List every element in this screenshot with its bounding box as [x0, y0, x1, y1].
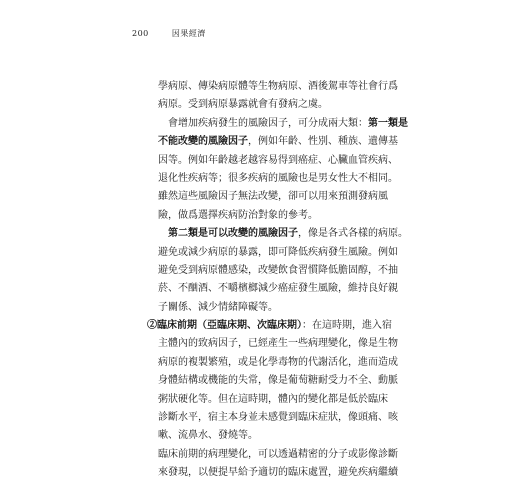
text-run: 菸、不酗酒、不嚼檳榔減少癌症發生風險，維持良好親 — [158, 283, 398, 295]
text-run: 避免受到病原體感染，改變飲食習慣降低膽固醇，不抽 — [158, 264, 398, 276]
text-line — [158, 354, 398, 372]
book-title: 因果經濟 — [171, 29, 206, 38]
bold-text: 第二類是可以改變的風險因子 — [168, 228, 298, 240]
bold-text: ②臨床前期（亞臨床期、次臨床期） — [147, 320, 302, 332]
text-line — [158, 391, 390, 409]
page-number: 200 — [132, 29, 149, 38]
text-run: ，例如年齡、性別、種族、遺傳基 — [248, 136, 398, 148]
text-line — [158, 464, 398, 482]
text-line — [147, 317, 390, 335]
text-line — [158, 133, 398, 151]
text-line — [158, 152, 398, 170]
text-line — [158, 207, 390, 225]
text-line — [158, 446, 398, 464]
text-run: 會增加疾病發生的風險因子，可分成兩大類： — [168, 117, 368, 129]
text-run: 嗽、流鼻水、發燒等。 — [158, 430, 258, 442]
bold-text: 不能改變的風險因子 — [158, 136, 248, 148]
body-text — [147, 78, 408, 483]
text-line — [158, 188, 390, 206]
text-run: 身體結構或機能的失常，像是葡萄糖耐受力不全、動脈 — [158, 375, 398, 387]
text-line — [158, 280, 398, 298]
text-run: 臨床前期的病理變化，可以透過精密的分子或影像診斷 — [158, 448, 398, 460]
text-line — [158, 262, 398, 280]
text-run: 病原的複製繁殖，或是化學毒物的代謝活化，進而造成 — [158, 356, 398, 368]
text-run: 粥狀硬化等。但在這時期，體內的變化都是低於臨床 — [158, 393, 388, 405]
text-run: ：在這時期，進入宿 — [302, 320, 392, 332]
text-run: ，像是各式各樣的病原。 — [298, 228, 408, 240]
text-run: 主體內的致病因子，已經產生一些病理變化，像是生物 — [158, 338, 398, 350]
bold-text: 第一類是 — [368, 117, 408, 129]
text-line — [158, 427, 390, 445]
text-run: 病原。受到病原暴露就會有發病之虞。 — [158, 99, 328, 111]
text-line — [158, 78, 398, 96]
text-line — [158, 409, 398, 427]
text-line — [158, 372, 398, 390]
text-line — [158, 115, 408, 133]
text-run: 退化性疾病等；很多疾病的風險也是男女性大不相同。 — [158, 172, 398, 184]
text-run: 子關係、減少情緒障礙等。 — [158, 301, 278, 313]
text-line — [158, 225, 408, 243]
running-header — [132, 28, 206, 39]
text-run: 因等。例如年齡越老越容易得到癌症、心臟血管疾病、 — [158, 154, 398, 166]
text-line — [158, 170, 398, 188]
text-line — [158, 335, 398, 353]
text-run: 來發現，以便提早給予適切的臨床處置，避免疾病繼續 — [158, 467, 398, 479]
text-line — [158, 244, 398, 262]
text-run: 避免或減少病原的暴露，即可降低疾病發生風險。例如 — [158, 246, 398, 258]
text-run: 診斷水平，宿主本身並未感覺到臨床症狀，像頭痛、咳 — [158, 412, 398, 424]
text-run: 學病原、傳染病原體等生物病原、酒後駕車等社會行爲 — [158, 81, 398, 92]
text-line — [158, 96, 390, 114]
text-run: 雖然這些風險因子無法改變，卻可以用來預測發病風 — [158, 191, 388, 203]
text-run: 險，做爲選擇疾病防治對象的參考。 — [158, 209, 318, 221]
text-line — [158, 299, 390, 317]
